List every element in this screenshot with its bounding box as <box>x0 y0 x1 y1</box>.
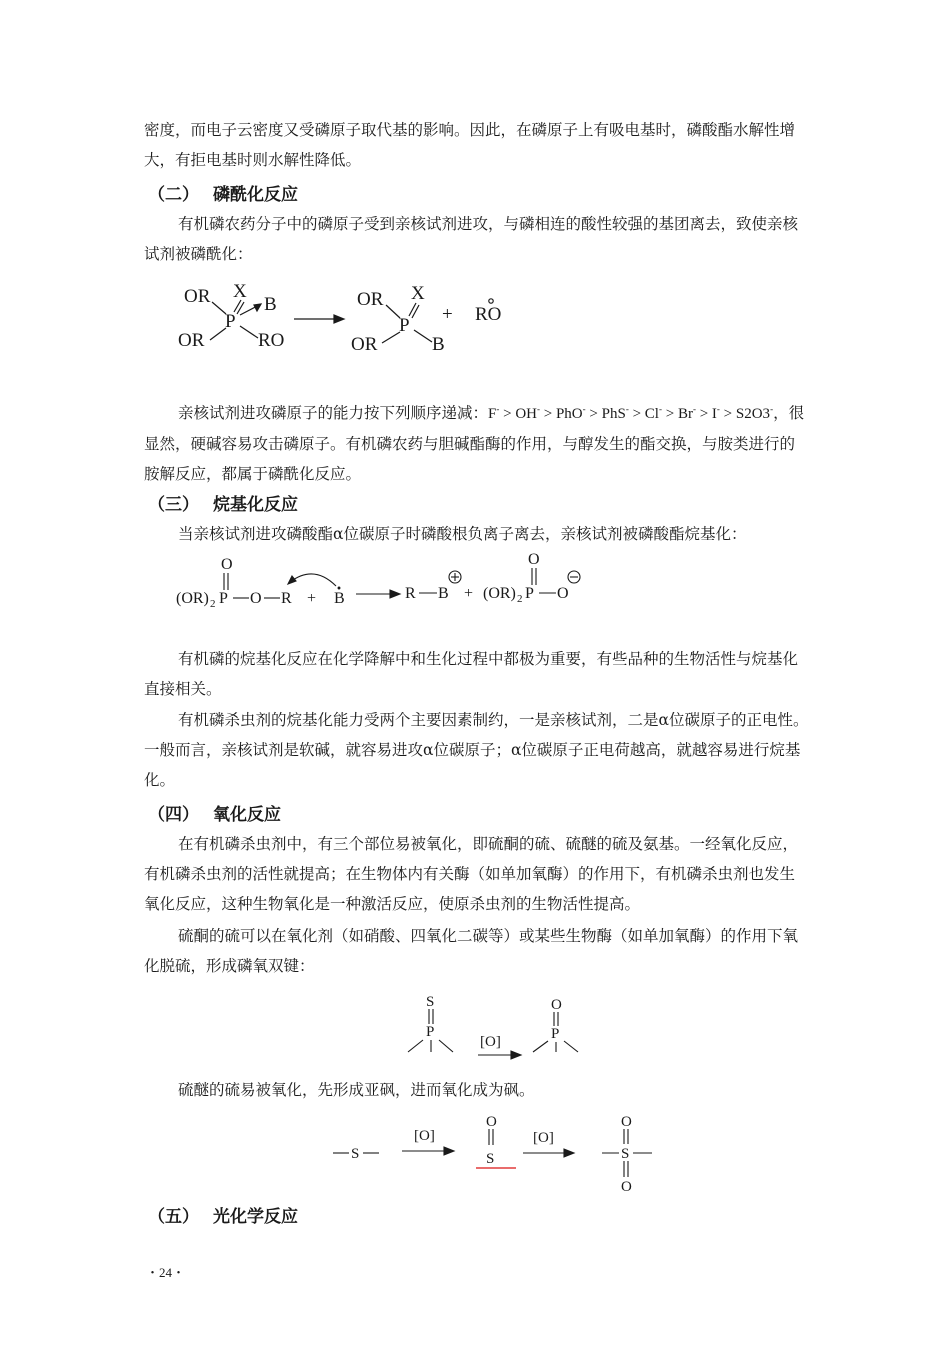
eq-label: RO <box>475 304 502 325</box>
heading-number: （三） <box>148 495 199 515</box>
page-number: ・24・ <box>146 1265 186 1280</box>
eq-label: P <box>219 590 228 607</box>
eq-label: RO <box>258 330 285 351</box>
eq-label: P <box>426 1024 435 1040</box>
paragraph-nucleophile-order: 亲核试剂进攻磷原子的能力按下列顺序递减：F- > OH- > PhO- > PhS- > Cl- > Br- > I- > S2O3-，很显然，硬碱容易攻击磷原子。有机磷农药与胆碱酯酶的作用，与醇发生的酯交换，与胺类进行的胺解反应，都属于磷酰化反应。 <box>144 404 805 483</box>
eq-label: OR <box>178 330 205 351</box>
section-heading-oxidation <box>148 800 281 825</box>
eq-label: OR <box>357 289 384 310</box>
eq-label: P <box>551 1026 560 1042</box>
order-item: F <box>488 406 497 422</box>
heading-title: 氧化反应 <box>213 805 281 825</box>
eq-label: O <box>221 556 233 573</box>
paragraph-desulfurization: 硫酮的硫可以在氧化剂（如硝酸、四氧化二碳等）或某些生物酶（如单加氧酶）的作用下氧化脱硫，形成磷氧双键： <box>144 927 799 975</box>
heading-title: 烷基化反应 <box>213 495 298 515</box>
eq-label: S <box>426 994 435 1010</box>
eq-label: O <box>621 1179 632 1195</box>
eq-label: S <box>351 1146 360 1162</box>
eq-label: 2 <box>210 598 216 610</box>
sulfide-oxidation-equation <box>330 1110 660 1200</box>
heading-title: 磷酰化反应 <box>213 185 298 205</box>
alkylation-equation <box>176 552 596 608</box>
order-item: I <box>711 406 717 422</box>
paragraph-phosphorylation: 有机磷农药分子中的磷原子受到亲核试剂进攻，与磷相连的酸性较强的基团离去，致使亲核试剂被磷酰化： <box>144 215 799 263</box>
eq-label: O <box>557 585 569 602</box>
order-item: Cl <box>644 406 659 422</box>
eq-label: P <box>399 315 410 336</box>
eq-label: B <box>334 590 345 607</box>
order-punct: ， <box>773 404 789 422</box>
eq-label: B <box>438 585 449 602</box>
order-intro: 亲核试剂进攻磷原子的能力按下列顺序递减： <box>178 404 489 422</box>
section-heading-phosphorylation <box>148 180 298 205</box>
order-item: S2O3 <box>735 406 771 422</box>
eq-label: O <box>621 1114 632 1130</box>
eq-label: P <box>525 585 534 602</box>
eq-label: [O] <box>414 1128 435 1144</box>
eq-label: X <box>233 281 247 302</box>
eq-label: (OR) <box>483 585 516 602</box>
eq-label: [O] <box>480 1034 501 1050</box>
eq-label: R <box>405 585 416 602</box>
paragraph-alkylation-importance: 有机磷的烷基化反应在化学降解中和生化过程中都极为重要，有些品种的生物活性与烷基化直接相关。 <box>144 650 799 698</box>
eq-label: + <box>307 590 317 607</box>
eq-label: + <box>442 304 453 325</box>
heading-number: （五） <box>148 1207 199 1227</box>
order-item: Br <box>677 406 693 422</box>
paragraph-intro: 密度，而电子云密度又受磷原子取代基的影响。因此，在磷原子上有吸电基时，磷酸酯水解性增大，有拒电基时则水解性降低。 <box>144 121 796 169</box>
order-item: PhS <box>601 406 626 422</box>
heading-number: （二） <box>148 185 199 205</box>
eq-label: S <box>486 1151 495 1167</box>
heading-number: （四） <box>148 805 199 825</box>
section-heading-photochemical <box>148 1202 298 1227</box>
eq-label: B <box>432 334 445 355</box>
eq-label: [O] <box>533 1130 554 1146</box>
eq-label: R <box>281 590 292 607</box>
eq-label: O <box>486 1114 497 1130</box>
paragraph-alkylation-intro: 当亲核试剂进攻磷酸酯α位碳原子时磷酸根负离子离去，亲核试剂被磷酸酯烷基化： <box>178 525 747 543</box>
paragraph-sulfide-oxidation: 硫醚的硫易被氧化，先形成亚砜，进而氧化成为砜。 <box>178 1081 535 1099</box>
paragraph-oxidation-sites: 在有机磷杀虫剂中，有三个部位易被氧化，即硫酮的硫、硫醚的硫及氨基。一经氧化反应，有机磷杀虫剂的活性就提高；在生物体内有关酶（如单加氧酶）的作用下，有机磷杀虫剂也发生氧化反应，这种生物氧化是一种激活反应，使原杀虫剂的生物活性提高。 <box>144 835 799 913</box>
eq-label: O <box>528 551 540 568</box>
eq-label: P <box>225 311 236 332</box>
desulfurization-equation <box>400 990 590 1060</box>
eq-label: (OR) <box>176 590 209 607</box>
eq-label: O <box>551 997 562 1013</box>
order-conclusion: 很显然，硬碱容易攻击磷原子。有机磷农药与胆碱酯酶的作用，与醇发生的酯交换，与胺类进行的胺解反应，都属于磷酰化反应。 <box>144 404 805 483</box>
eq-label: 2 <box>517 593 523 605</box>
eq-label: B <box>264 294 277 315</box>
section-heading-alkylation <box>148 490 298 515</box>
eq-label: O <box>250 590 262 607</box>
order-item: PhO <box>555 406 583 422</box>
paragraph-alkylation-factors: 有机磷杀虫剂的烷基化能力受两个主要因素制约，一是亲核试剂，二是α位碳原子的正电性。一般而言，亲核试剂是软碱，就容易进攻α位碳原子；α位碳原子正电荷越高，就越容易进行烷基化。 <box>144 711 809 789</box>
eq-label: S <box>621 1146 630 1162</box>
eq-label: + <box>464 585 474 602</box>
phosphorylation-equation <box>170 278 530 358</box>
eq-label: X <box>411 283 425 304</box>
order-item: OH <box>515 406 537 422</box>
heading-title: 光化学反应 <box>213 1207 298 1227</box>
eq-label: OR <box>351 334 378 355</box>
eq-label: OR <box>184 286 211 307</box>
